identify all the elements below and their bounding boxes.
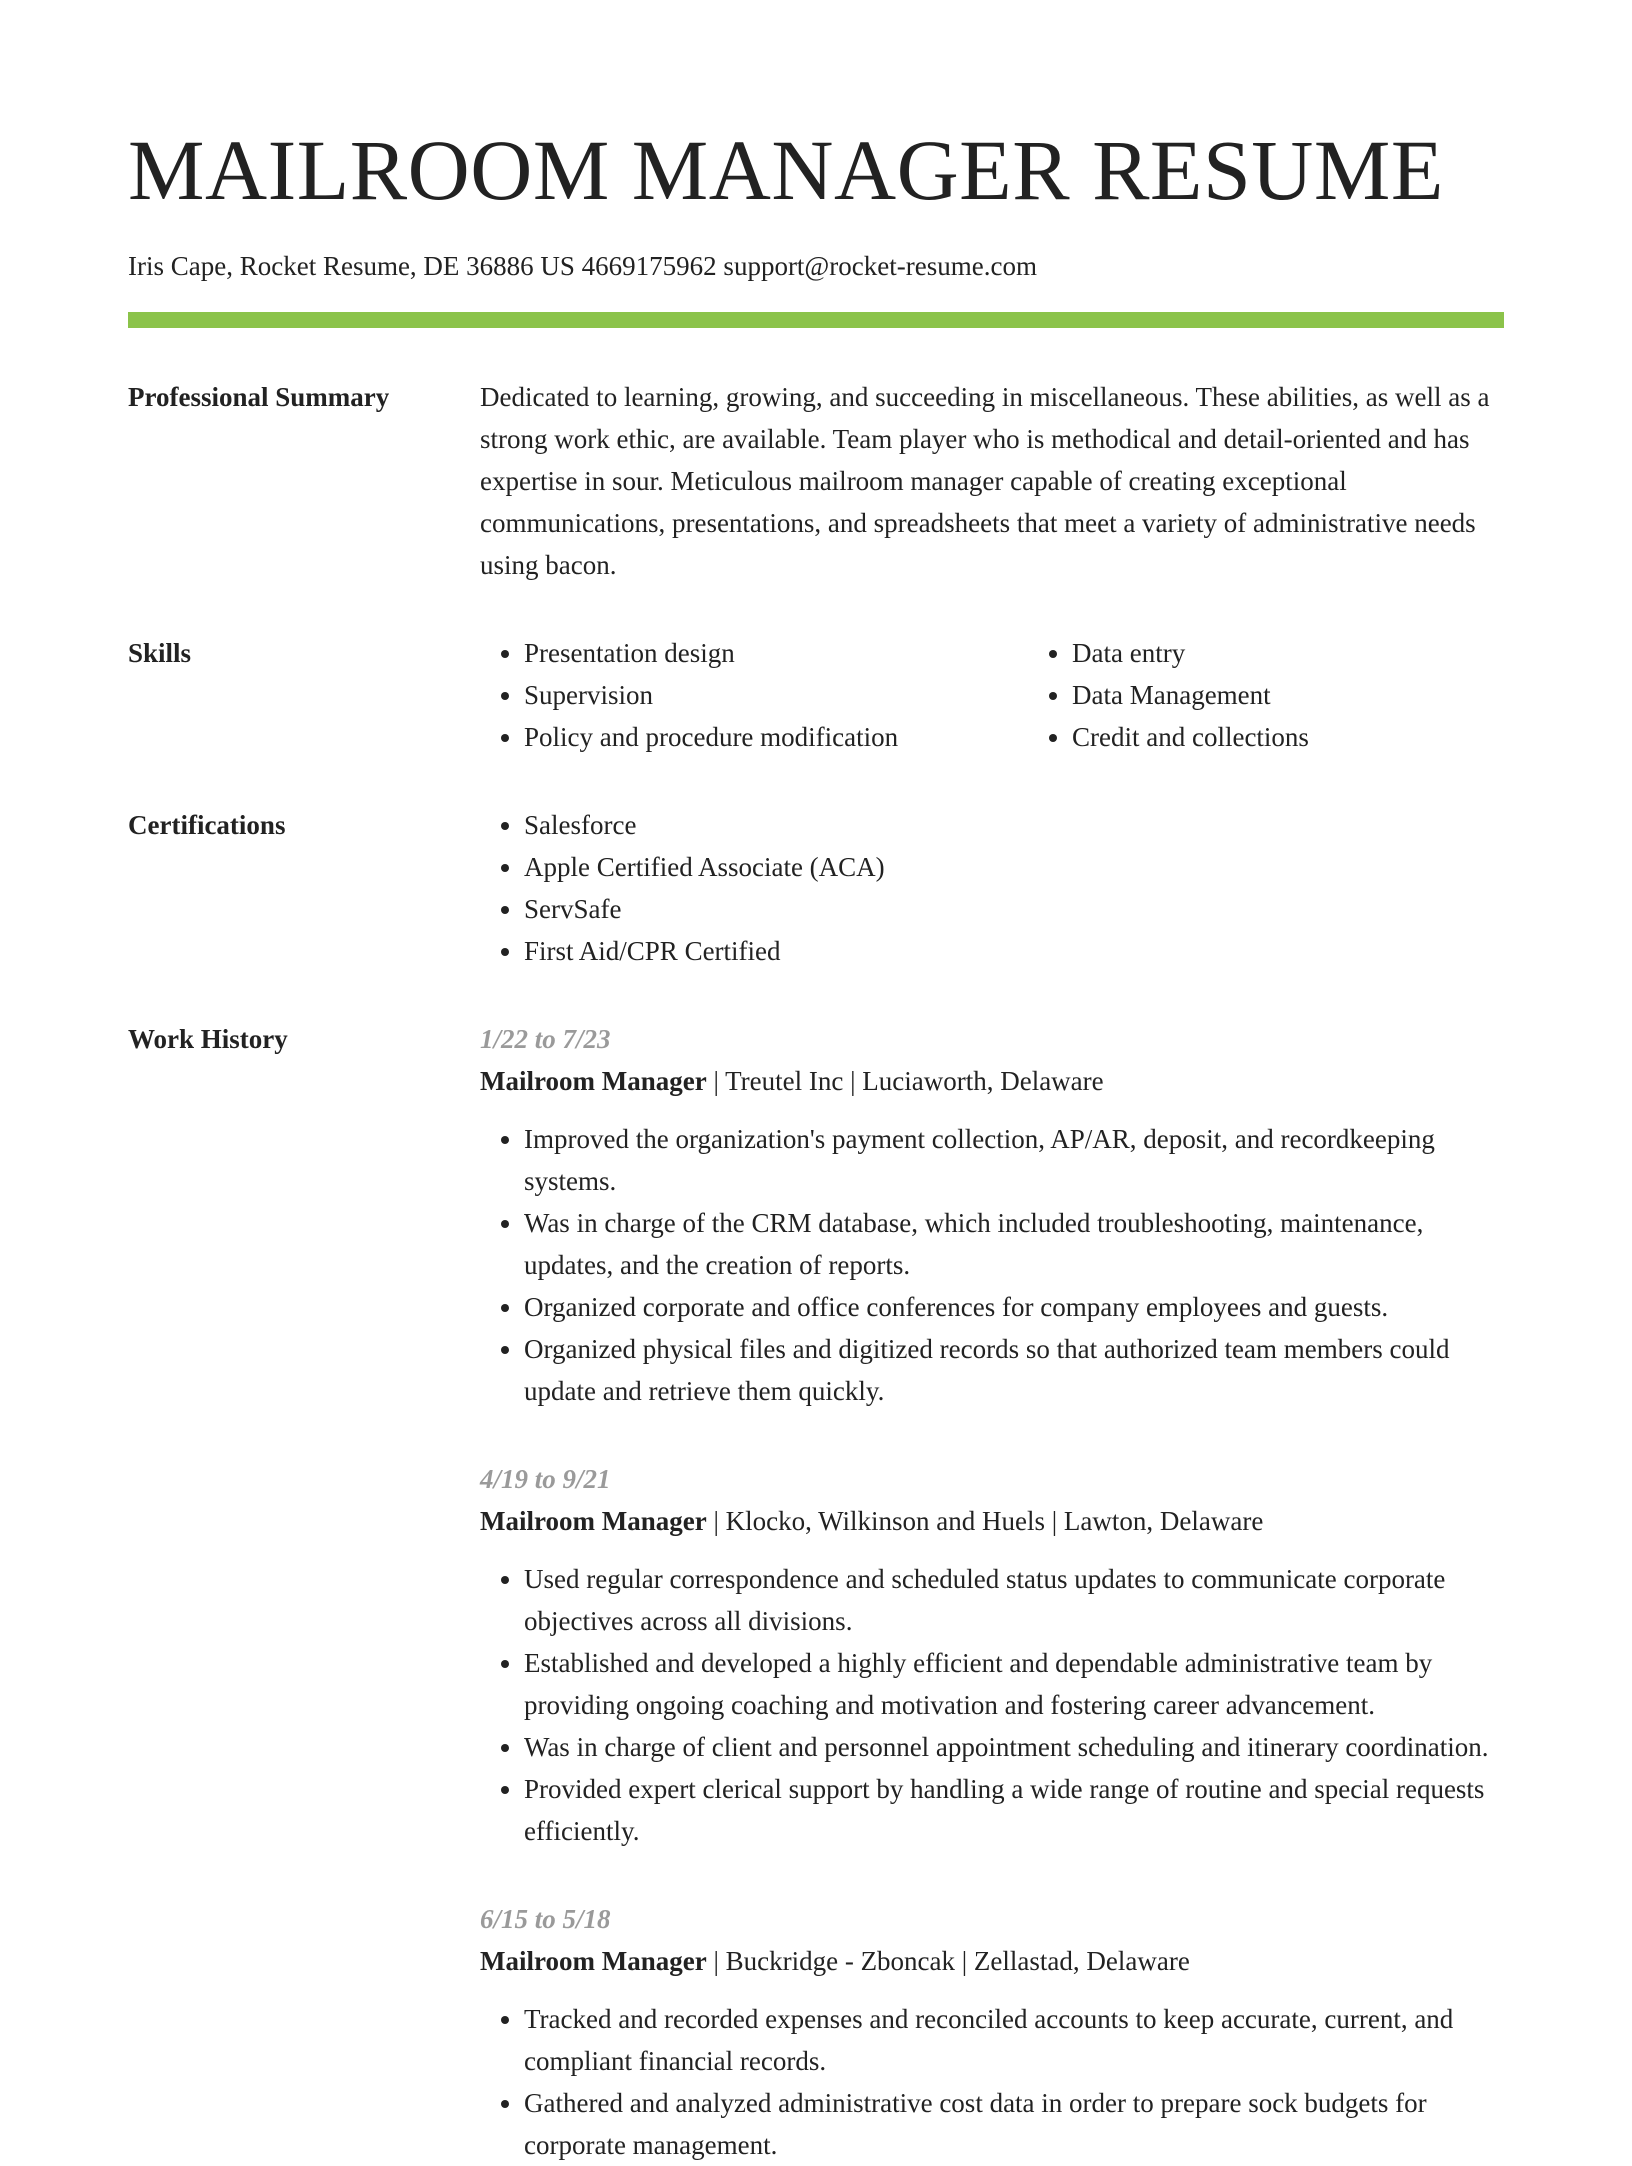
certification-item: • First Aid/CPR Certified <box>524 930 1504 972</box>
skills-list-right <box>1028 632 1309 758</box>
job-bullet: • Established and developed a highly efficient and dependable administrative team by providing ongoing coaching and motivation and fostering career advancement. <box>524 1642 1504 1726</box>
job-header <box>480 1940 1504 1982</box>
skill-item: • Data entry <box>1072 632 1309 674</box>
job-role: Mailroom Manager <box>480 1066 707 1096</box>
job-bullets <box>480 1998 1504 2166</box>
job-dates: 6/15 to 5/18 <box>480 1904 611 1934</box>
certifications-body <box>480 804 1504 972</box>
job-dates: 1/22 to 7/23 <box>480 1024 611 1054</box>
job-bullet: • Improved the organization's payment collection, AP/AR, deposit, and recordkeeping systems. <box>524 1118 1504 1202</box>
skills-section <box>128 632 1504 758</box>
job-details: | Treutel Inc | Luciaworth, Delaware <box>706 1066 1104 1096</box>
skill-item: • Credit and collections <box>1072 716 1309 758</box>
job-header <box>480 1500 1504 1542</box>
summary-section <box>128 376 1504 586</box>
skills-body <box>480 632 1504 758</box>
job-bullets <box>480 1558 1504 1852</box>
section-label-summary: Professional Summary <box>128 382 390 412</box>
certification-item: • ServSafe <box>524 888 1504 930</box>
certifications-section <box>128 804 1504 972</box>
summary-text: Dedicated to learning, growing, and succeeding in miscellaneous. These abilities, as well as a strong work ethic, are available. Team player who is methodical and detail-oriented and has expertise in sour. Meticulous mailroom manager capable of creating exceptional communications, presentations, and spreadsheets that meet a variety of administrative needs using bacon. <box>480 382 1490 580</box>
skills-list-left <box>480 632 1028 758</box>
job-bullet: • Organized corporate and office conferences for company employees and guests. <box>524 1286 1504 1328</box>
job-bullet: • Used regular correspondence and scheduled status updates to communicate corporate objectives across all divisions. <box>524 1558 1504 1642</box>
certifications-list <box>480 804 1504 972</box>
skill-item: • Supervision <box>524 674 1028 716</box>
resume-title: MAILROOM MANAGER RESUME <box>128 122 1444 218</box>
work-history-body <box>480 1018 1504 2166</box>
certification-item: • Salesforce <box>524 804 1504 846</box>
job-bullet: • Provided expert clerical support by handling a wide range of routine and special requests efficiently. <box>524 1768 1504 1852</box>
job-role: Mailroom Manager <box>480 1506 707 1536</box>
resume-page <box>128 0 1504 2166</box>
accent-divider <box>128 312 1504 328</box>
job-bullet: • Gathered and analyzed administrative cost data in order to prepare sock budgets for corporate management. <box>524 2082 1504 2166</box>
job-header <box>480 1060 1504 1102</box>
skill-item: • Data Management <box>1072 674 1309 716</box>
job-entry <box>480 1458 1504 1852</box>
skill-item: • Presentation design <box>524 632 1028 674</box>
job-bullet: • Organized physical files and digitized records so that authorized team members could update and retrieve them quickly. <box>524 1328 1504 1412</box>
summary-body <box>480 376 1504 586</box>
job-bullet: • Tracked and recorded expenses and reconciled accounts to keep accurate, current, and compliant financial records. <box>524 1998 1504 2082</box>
job-details: | Klocko, Wilkinson and Huels | Lawton, Delaware <box>706 1506 1264 1536</box>
job-role: Mailroom Manager <box>480 1946 707 1976</box>
job-entry <box>480 1018 1504 1412</box>
section-label-certifications: Certifications <box>128 810 286 840</box>
job-bullets <box>480 1118 1504 1412</box>
skill-item: • Policy and procedure modification <box>524 716 1028 758</box>
work-history-section <box>128 1018 1504 2166</box>
section-label-work-history: Work History <box>128 1024 288 1054</box>
certification-item: • Apple Certified Associate (ACA) <box>524 846 1504 888</box>
section-label-skills: Skills <box>128 638 192 668</box>
job-bullet: • Was in charge of the CRM database, which included troubleshooting, maintenance, updates, and the creation of reports. <box>524 1202 1504 1286</box>
contact-line: Iris Cape, Rocket Resume, DE 36886 US 4669175962 support@rocket-resume.com <box>128 251 1037 281</box>
job-details: | Buckridge - Zboncak | Zellastad, Delaware <box>706 1946 1190 1976</box>
job-bullet: • Was in charge of client and personnel appointment scheduling and itinerary coordination. <box>524 1726 1504 1768</box>
job-entry <box>480 1898 1504 2166</box>
job-dates: 4/19 to 9/21 <box>480 1464 611 1494</box>
